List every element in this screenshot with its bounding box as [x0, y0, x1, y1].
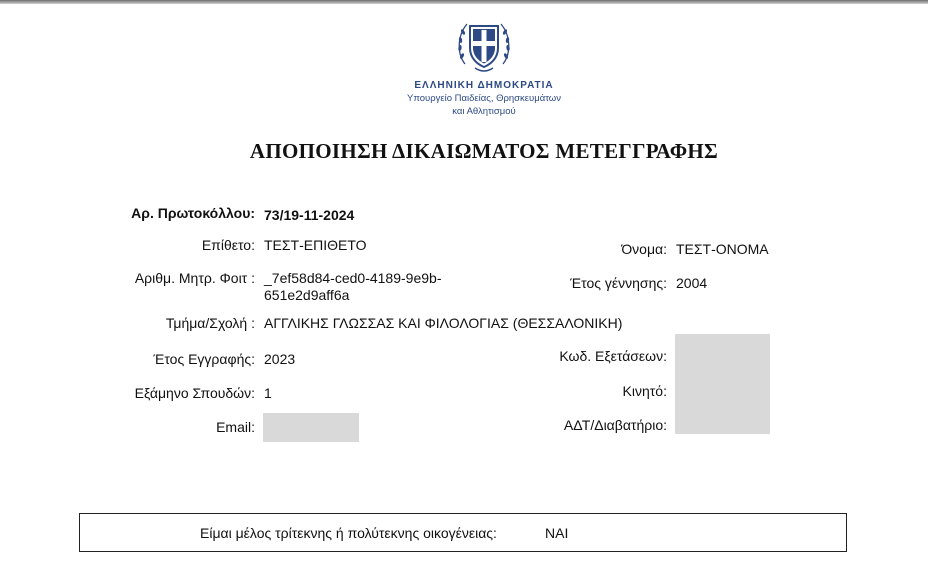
name-value: ΤΕΣΤ-ΟΝΟΜΑ: [676, 241, 769, 257]
ministry-header: [330, 79, 638, 118]
protocol-label: Αρ. Πρωτοκόλλου:: [131, 205, 255, 221]
large-family-value: ΝΑΙ: [545, 525, 569, 541]
student-id-value-line1: _7ef58d84-ced0-4189-9e9b-: [264, 270, 442, 286]
ministry-name-line1: Υπουργείο Παιδείας, Θρησκευμάτων: [407, 93, 561, 104]
student-id-label: Αριθμ. Μητρ. Φοιτ :: [134, 270, 255, 286]
department-label: Τμήμα/Σχολή :: [165, 315, 255, 331]
document-title: ΑΠΟΠΟΙΗΣΗ ΔΙΚΑΙΩΜΑΤΟΣ ΜΕΤΕΓΓΡΑΦΗΣ: [249, 139, 719, 163]
enrollment-year-value: 2023: [264, 351, 296, 367]
ministry-name-line2: και Αθλητισμού: [452, 106, 516, 117]
exam-code-label: Κωδ. Εξετάσεων:: [559, 348, 667, 364]
semester-label: Εξάμηνο Σπουδών:: [134, 385, 255, 401]
department-value: ΑΓΓΛΙΚΗΣ ΓΛΩΣΣΑΣ ΚΑΙ ΦΙΛΟΛΟΓΙΑΣ (ΘΕΣΣΑΛΟΝΙΚΗ): [264, 315, 623, 331]
id-passport-label: ΑΔΤ/Διαβατήριο:: [563, 417, 667, 433]
birth-year-value: 2004: [676, 275, 708, 291]
surname-label: Επίθετο:: [201, 237, 255, 253]
page-top-edge: [0, 0, 928, 4]
greek-emblem-icon: [453, 14, 515, 76]
redacted-contact-block: [675, 334, 770, 434]
large-family-label: Είμαι μέλος τρίτεκνης ή πολύτεκνης οικογένειας:: [200, 525, 497, 541]
republic-name: ΕΛΛΗΝΙΚΗ ΔΗΜΟΚΡΑΤΙΑ: [414, 80, 554, 91]
name-label: Όνομα:: [621, 241, 667, 257]
birth-year-label: Έτος γέννησης:: [570, 275, 667, 291]
semester-value: 1: [264, 385, 272, 401]
protocol-value: 73/19-11-2024: [264, 207, 355, 223]
enrollment-year-label: Έτος Εγγραφής:: [153, 351, 255, 367]
email-label: Email:: [216, 419, 255, 435]
mobile-label: Κινητό:: [622, 383, 667, 399]
student-id-value-line2: 651e2d9aff6a: [264, 287, 350, 303]
surname-value: ΤΕΣΤ-ΕΠΙΘΕΤΟ: [264, 237, 367, 253]
redacted-email: [263, 413, 359, 442]
